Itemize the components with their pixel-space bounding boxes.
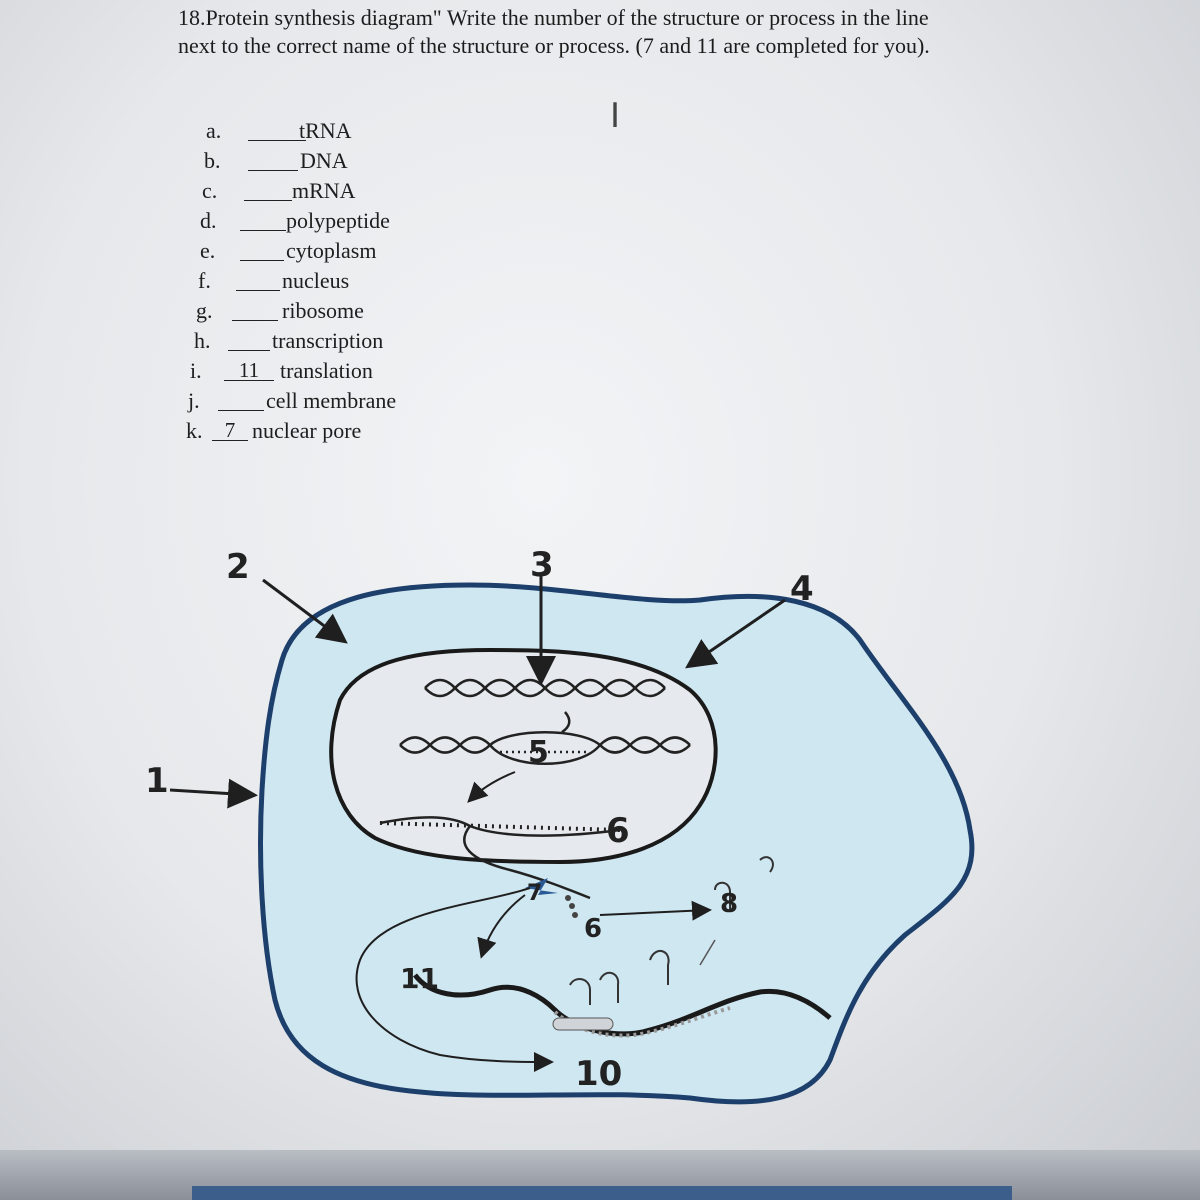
item-letter: d.: [200, 208, 217, 233]
item-term: mRNA: [292, 178, 356, 203]
label-3: 3: [530, 545, 554, 585]
item-letter: i.: [190, 358, 202, 383]
item-term: polypeptide: [286, 208, 390, 233]
answer-blank[interactable]: 7: [212, 418, 248, 441]
item-term: DNA: [300, 148, 348, 173]
item-letter: f.: [198, 268, 211, 293]
label-6: 6: [606, 811, 630, 851]
label-7: 7: [527, 881, 543, 906]
item-letter: a.: [206, 118, 222, 143]
item-term: tRNA: [299, 118, 352, 143]
item-term: nucleus: [282, 268, 350, 293]
taskbar: [192, 1186, 1012, 1200]
label-9: 9: [583, 911, 602, 941]
item-letter: j.: [188, 388, 200, 413]
item-term: ribosome: [282, 298, 364, 323]
label-8: 8: [720, 889, 739, 919]
item-letter: e.: [200, 238, 216, 263]
label-5: 5: [528, 735, 549, 770]
item-letter: c.: [202, 178, 218, 203]
item-term: transcription: [272, 328, 384, 353]
text-cursor-icon: I: [610, 96, 621, 136]
label-4: 4: [790, 569, 814, 609]
arrow-1: [170, 790, 252, 795]
label-10: 10: [575, 1054, 623, 1094]
item-letter: k.: [186, 418, 203, 443]
item-letter: h.: [194, 328, 211, 353]
label-11: 11: [400, 962, 439, 995]
item-term: translation: [280, 358, 373, 383]
answer-blank[interactable]: 11: [224, 358, 274, 381]
instructions-text: 18.Protein synthesis diagram" Write the number of the structure or process in the line next to the correct name of the structure or process. (7 and 11 are completed for you).: [178, 5, 930, 58]
item-letter: g.: [196, 298, 213, 323]
item-term: nuclear pore: [252, 418, 362, 443]
label-1: 1: [145, 761, 169, 801]
item-letter: b.: [204, 148, 221, 173]
label-2: 2: [226, 547, 250, 587]
item-term: cytoplasm: [286, 238, 377, 263]
item-term: cell membrane: [266, 388, 397, 413]
